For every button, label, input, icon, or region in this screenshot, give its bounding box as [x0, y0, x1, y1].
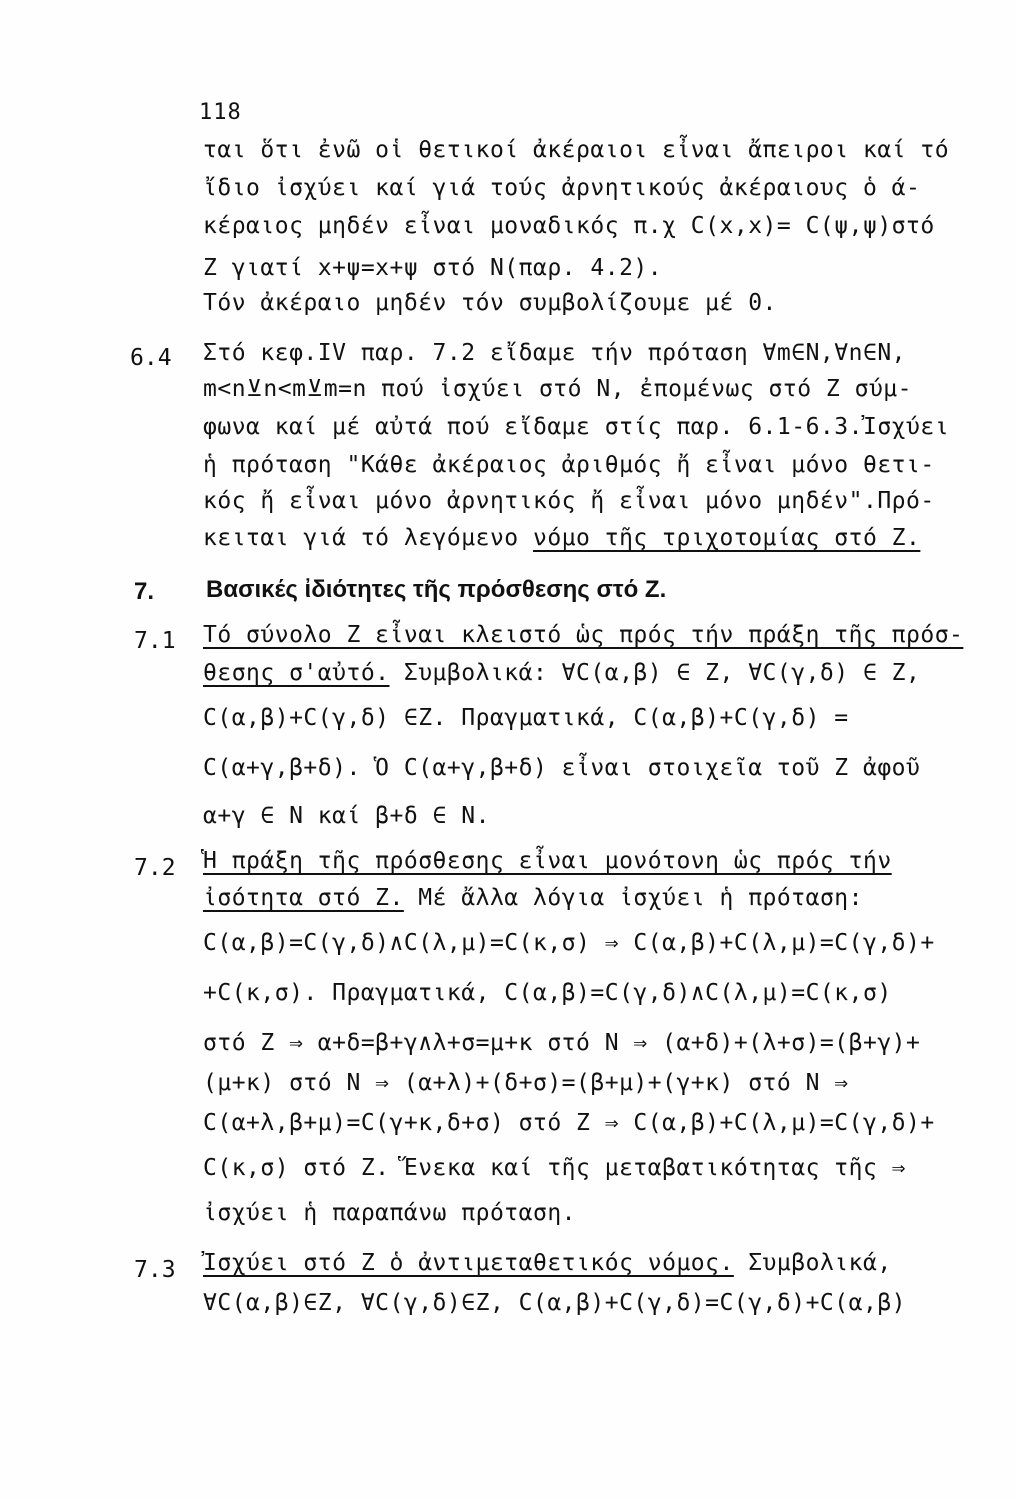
text-line: C(κ,σ) στό Z. Ἕνεκα καί τῆς μεταβατικότητας τῆς ⇒ [203, 1155, 907, 1181]
text-line: C(α+γ,β+δ). Ὁ C(α+γ,β+δ) εἶναι στοιχεῖα τοῦ Z ἀφοῦ [203, 755, 921, 781]
text-line: m<n⊻n<m⊻m=n πού ἰσχύει στό N, ἐπομένως στό Z σύμ- [203, 376, 912, 402]
proposition-statement: Ἡ πράξη τῆς πρόσθεσης εἶναι μονότονη ὡς πρός τήν [203, 848, 892, 874]
text-line: ἴδιο ἰσχύει καί γιά τούς ἀρνητικούς ἀκέραιους ὁ ά- [203, 175, 921, 201]
text-line: α+γ ∈ N καί β+δ ∈ N. [203, 803, 490, 829]
text-line: C(α,β)+C(γ,δ) ∈Z. Πραγματικά, C(α,β)+C(γ,δ) = [203, 705, 849, 731]
text-line: ἰσχύει ἡ παραπάνω πρόταση. [203, 1200, 577, 1226]
text-line: (μ+κ) στό N ⇒ (α+λ)+(δ+σ)=(β+μ)+(γ+κ) στό N ⇒ [203, 1070, 849, 1096]
text-line: Στό κεφ.IV παρ. 7.2 εἴδαμε τήν πρόταση ∀m∈N,∀n∈N, [203, 340, 907, 366]
text-line: C(α,β)=C(γ,δ)∧C(λ,μ)=C(κ,σ) ⇒ C(α,β)+C(λ,μ)=C(γ,δ)+ [203, 930, 935, 956]
paragraph-number: 7.1 [134, 628, 176, 654]
proposition-statement: θεσης σ'αὐτό. [203, 660, 390, 686]
text-line: στό Z ⇒ α+δ=β+γ∧λ+σ=μ+κ στό N ⇒ (α+δ)+(λ+σ)=(β+γ)+ [203, 1030, 921, 1056]
text-line: C(α+λ,β+μ)=C(γ+κ,δ+σ) στό Z ⇒ C(α,β)+C(λ,μ)=C(γ,δ)+ [203, 1110, 935, 1136]
text-line: ται ὅτι ἐνῶ οἱ θετικοί ἀκέραιοι εἶναι ἄπειροι καί τό [203, 137, 950, 163]
proposition-statement: Τό σύνολο Z εἶναι κλειστό ὡς πρός τήν πράξη τῆς πρόσ- [203, 622, 964, 648]
law-of-trichotomy: νόμο τῆς τριχοτομίας στό Z. [533, 525, 921, 551]
text-line: ἡ πρόταση "Κάθε ἀκέραιος ἀριθμός ἤ εἶναι μόνο θετι- [203, 452, 935, 478]
paragraph-number: 7.3 [134, 1257, 176, 1283]
text-run: κειται γιά τό λεγόμενο [203, 525, 533, 551]
section-number: 7. [134, 578, 155, 605]
text-line: κέραιος μηδέν εἶναι μοναδικός π.χ C(x,x)= C(ψ,ψ)στό [203, 213, 935, 239]
proposition-statement: ἰσότητα στό Z. [203, 885, 404, 911]
text-run: Συμβολικά: ∀C(α,β) ∈ Z, ∀C(γ,δ) ∈ Z, [389, 660, 921, 686]
text-line [203, 1250, 892, 1276]
text-run: Μέ ἄλλα λόγια ἰσχύει ἡ πρόταση: [403, 885, 863, 911]
text-line: +C(κ,σ). Πραγματικά, C(α,β)=C(γ,δ)∧C(λ,μ)=C(κ,σ) [203, 980, 892, 1006]
text-line [203, 660, 920, 686]
text-line [203, 885, 863, 911]
section-title: Βασικές ἰδιότητες τῆς πρόσθεσης στό Z. [206, 576, 667, 603]
text-line [203, 525, 920, 551]
text-line: κός ἤ εἶναι μόνο ἀρνητικός ἤ εἶναι μόνο μηδέν".Πρό- [203, 488, 935, 514]
text-line: φωνα καί μέ αὐτά πού εἴδαμε στίς παρ. 6.1-6.3.Ἰσχύει [203, 414, 950, 440]
paragraph-number: 7.2 [134, 855, 176, 881]
text-line: ∀C(α,β)∈Z, ∀C(γ,δ)∈Z, C(α,β)+C(γ,δ)=C(γ,δ)+C(α,β) [203, 1290, 907, 1316]
paragraph-number: 6.4 [130, 345, 172, 371]
proposition-statement: Ἰσχύει στό Z ὁ ἀντιμεταθετικός νόμος. [203, 1250, 734, 1276]
text-line: Τόν ἀκέραιο μηδέν τόν συμβολίζουμε μέ 0. [203, 290, 777, 316]
page-number: 118 [199, 100, 242, 125]
text-run: Συμβολικά, [733, 1250, 892, 1276]
text-line: Z γιατί x+ψ=x+ψ στό N(παρ. 4.2). [203, 255, 663, 281]
